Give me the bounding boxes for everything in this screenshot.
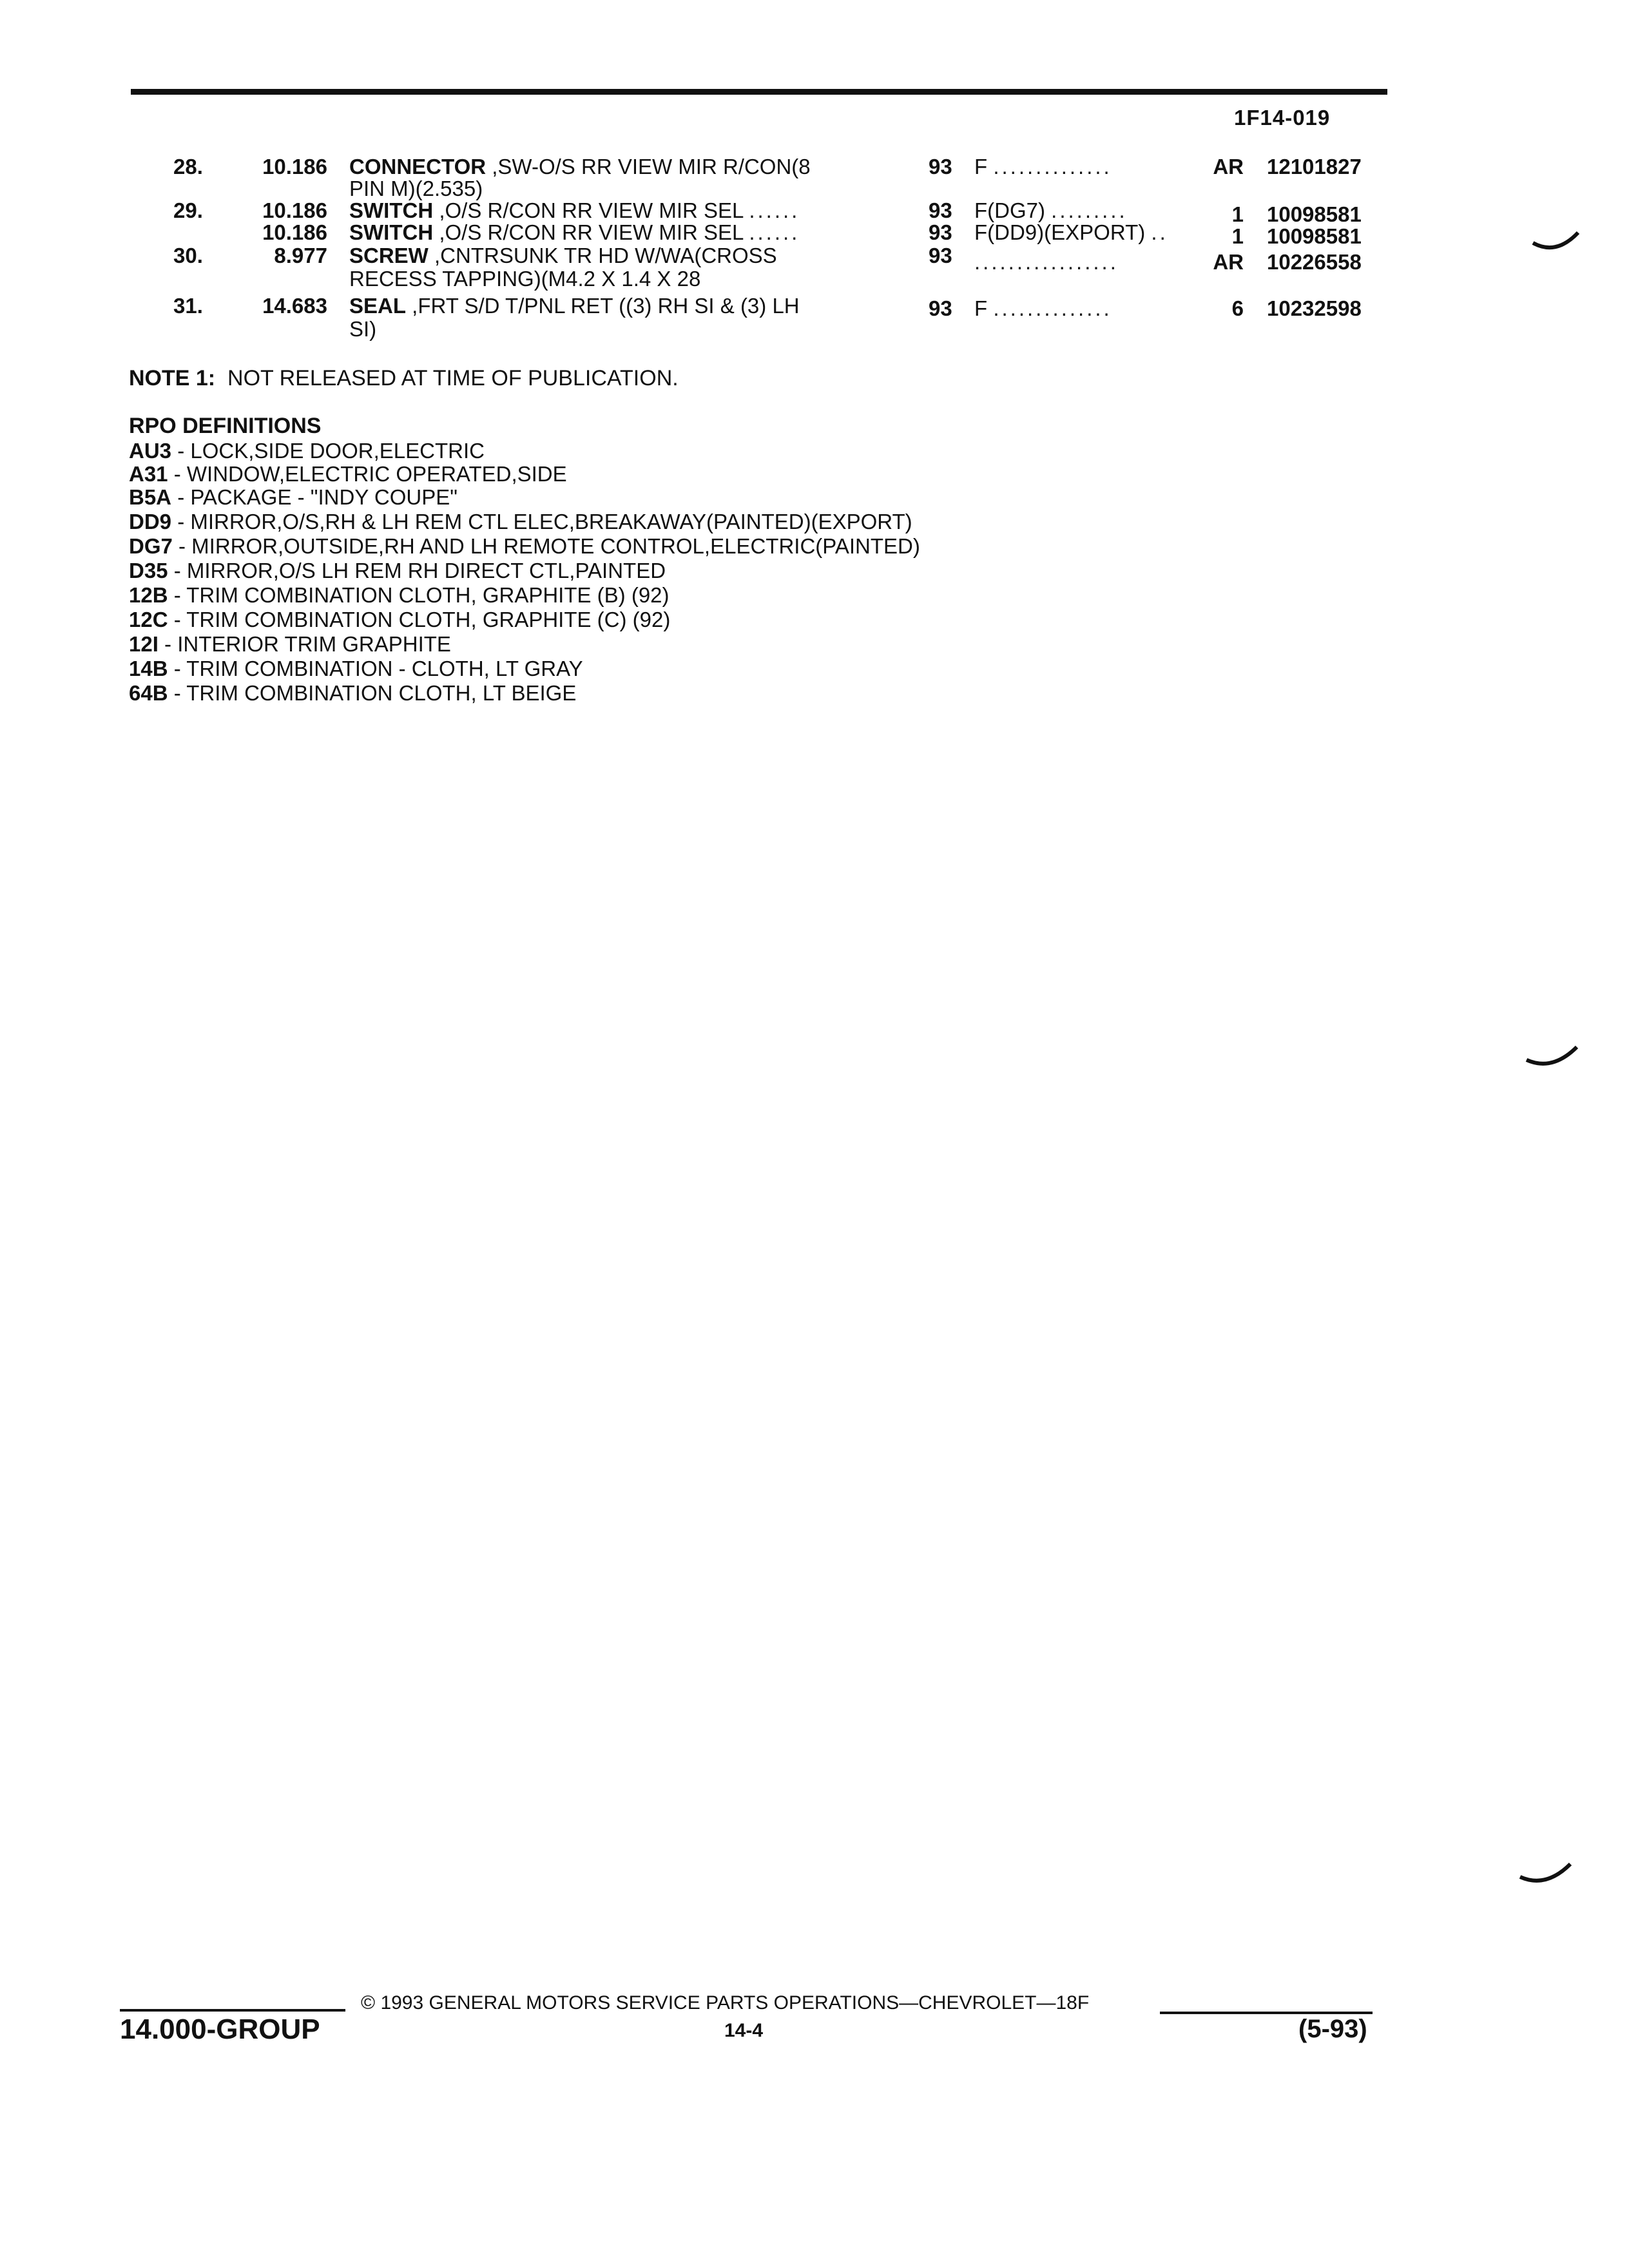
leader-dots: ................. xyxy=(974,250,1119,274)
part-number: 10232598 xyxy=(1267,296,1362,320)
group-number: 10.186 xyxy=(262,198,327,222)
model-year: 93 xyxy=(929,155,952,178)
leader-dots: ...... xyxy=(749,198,800,222)
quantity: AR xyxy=(1213,250,1244,274)
part-description-cont: PIN M)(2.535) xyxy=(349,177,483,200)
list-item: 14B - TRIM COMBINATION - CLOTH, LT GRAY xyxy=(129,657,583,680)
list-item: DD9 - MIRROR,O/S,RH & LH REM CTL ELEC,BREAKAWAY(PAINTED)(EXPORT) xyxy=(129,510,912,533)
copyright-text: © 1993 GENERAL MOTORS SERVICE PARTS OPERATIONS—CHEVROLET—18F xyxy=(361,1992,1090,2013)
leader-dots: .............. xyxy=(993,296,1112,320)
ref-number: 28. xyxy=(173,155,203,178)
part-description: SCREW ,CNTRSUNK TR HD W/WA(CROSS xyxy=(349,244,777,267)
usage-code xyxy=(974,251,1119,273)
quantity: 1 xyxy=(1231,202,1244,226)
page-code: 1F14-019 xyxy=(1234,106,1331,130)
header-rule xyxy=(131,89,1387,95)
page-number: 14-4 xyxy=(724,2020,764,2041)
usage-code: F(DD9)(EXPORT) .. xyxy=(974,220,1168,244)
footer-rule xyxy=(120,2009,345,2012)
revision-date: (5-93) xyxy=(1298,2015,1367,2043)
quantity: 1 xyxy=(1231,224,1244,248)
part-number: 10098581 xyxy=(1267,202,1362,226)
usage-code: F .............. xyxy=(974,155,1112,178)
usage-code: F .............. xyxy=(974,296,1112,320)
quantity: AR xyxy=(1213,155,1244,178)
binder-mark xyxy=(1524,1041,1582,1073)
footer-rule xyxy=(1160,2012,1373,2014)
list-item: 12B - TRIM COMBINATION CLOTH, GRAPHITE (B) (92) xyxy=(129,583,670,607)
part-description: SWITCH ,O/S R/CON RR VIEW MIR SEL ...... xyxy=(349,198,800,222)
note: NOTE 1: NOT RELEASED AT TIME OF PUBLICATION. xyxy=(129,366,679,390)
part-description-cont: RECESS TAPPING)(M4.2 X 1.4 X 28 xyxy=(349,267,701,291)
model-year: 93 xyxy=(929,220,952,244)
binder-mark xyxy=(1518,1859,1576,1891)
part-description: SWITCH ,O/S R/CON RR VIEW MIR SEL ...... xyxy=(349,220,800,244)
model-year: 93 xyxy=(929,198,952,222)
part-description: SEAL ,FRT S/D T/PNL RET ((3) RH SI & (3) LH xyxy=(349,294,800,318)
ref-number: 30. xyxy=(173,244,203,267)
list-item: B5A - PACKAGE - "INDY COUPE" xyxy=(129,485,458,509)
part-description: CONNECTOR ,SW-O/S RR VIEW MIR R/CON(8 xyxy=(349,155,811,178)
quantity: 6 xyxy=(1231,296,1244,320)
rpo-heading: RPO DEFINITIONS xyxy=(129,414,322,438)
leader-dots: ...... xyxy=(749,220,800,244)
model-year: 93 xyxy=(929,244,952,267)
part-description-cont: SI) xyxy=(349,317,377,341)
binder-mark xyxy=(1530,229,1582,255)
group-number: 10.186 xyxy=(262,220,327,244)
part-number: 10226558 xyxy=(1267,250,1362,274)
leader-dots: ......... xyxy=(1051,198,1128,222)
ref-number: 31. xyxy=(173,294,203,318)
group-number: 10.186 xyxy=(262,155,327,178)
list-item: AU3 - LOCK,SIDE DOOR,ELECTRIC xyxy=(129,439,485,463)
group-label: 14.000-GROUP xyxy=(120,2013,320,2045)
part-number: 10098581 xyxy=(1267,224,1362,248)
leader-dots: .. xyxy=(1151,220,1168,244)
group-number: 8.977 xyxy=(274,244,327,267)
ref-number: 29. xyxy=(173,198,203,222)
list-item: 64B - TRIM COMBINATION CLOTH, LT BEIGE xyxy=(129,681,577,705)
list-item: D35 - MIRROR,O/S LH REM RH DIRECT CTL,PAINTED xyxy=(129,559,666,582)
list-item: A31 - WINDOW,ELECTRIC OPERATED,SIDE xyxy=(129,462,567,486)
list-item: 12C - TRIM COMBINATION CLOTH, GRAPHITE (C) (92) xyxy=(129,608,671,631)
model-year: 93 xyxy=(929,296,952,320)
part-number: 12101827 xyxy=(1267,155,1362,178)
list-item: 12I - INTERIOR TRIM GRAPHITE xyxy=(129,632,451,656)
leader-dots: .............. xyxy=(993,155,1112,178)
group-number: 14.683 xyxy=(262,294,327,318)
usage-code: F(DG7) ......... xyxy=(974,198,1128,222)
list-item: DG7 - MIRROR,OUTSIDE,RH AND LH REMOTE CONTROL,ELECTRIC(PAINTED) xyxy=(129,534,920,558)
